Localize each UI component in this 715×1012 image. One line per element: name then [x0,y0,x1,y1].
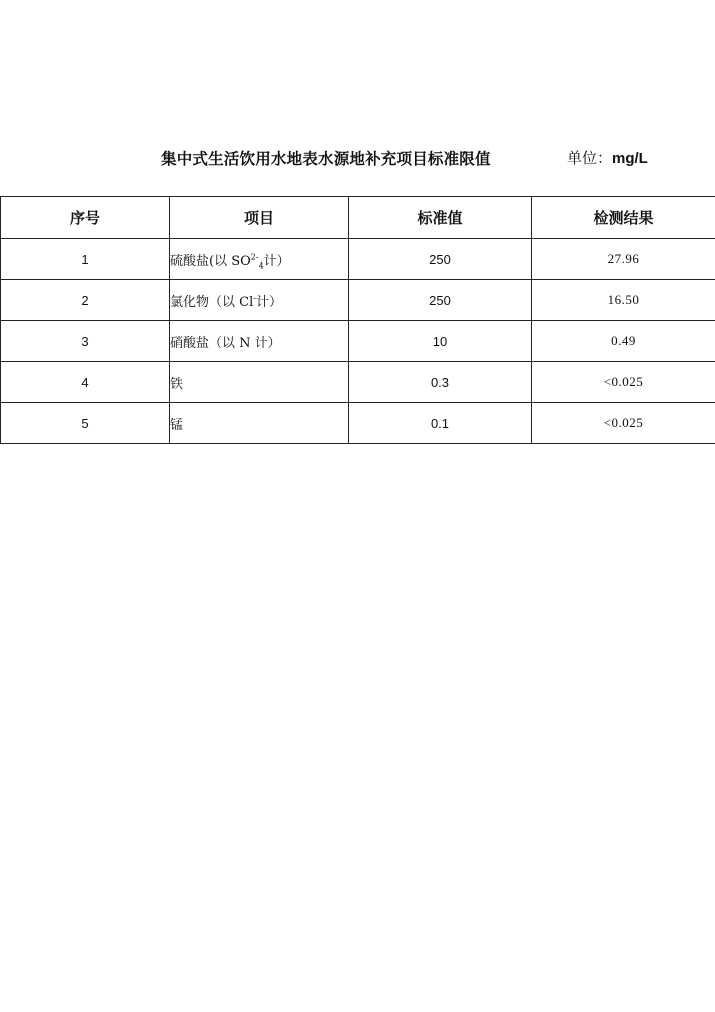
row-item [170,239,349,280]
item-text: 氯化物（以 Cl [170,294,254,310]
row-standard: 250 [349,280,532,321]
row-standard: 250 [349,239,532,280]
item-subscript: 4 [258,261,264,271]
standard-limits-table [0,196,715,444]
row-item [170,280,349,321]
row-item [170,403,349,444]
header-result: 检测结果 [532,197,715,239]
item-superscript: - [253,293,256,303]
title-row [0,147,715,171]
row-result: 16.50 [532,280,715,321]
row-index: 3 [1,321,170,362]
header-index: 序号 [1,197,170,239]
item-suffix: 计） [255,294,282,310]
row-result: <0.025 [532,362,715,403]
row-result: 0.49 [532,321,715,362]
unit-prefix: 单位： [567,149,613,167]
item-superscript: 2- [250,252,259,262]
table-row [1,280,715,321]
item-suffix: 计） [263,253,290,269]
table-row [1,403,715,444]
row-index: 2 [1,280,170,321]
row-standard: 10 [349,321,532,362]
table-row [1,239,715,280]
unit-label [567,147,648,168]
item-text: 锰 [170,417,184,433]
row-index: 4 [1,362,170,403]
row-result: <0.025 [532,403,715,444]
document-title: 集中式生活饮用水地表水源地补充项目标准限值 [161,151,491,168]
table-row [1,321,715,362]
row-standard: 0.1 [349,403,532,444]
item-text: 硫酸盐(以 SO [170,253,251,269]
header-item: 项目 [170,197,349,239]
item-text: 铁 [170,376,184,392]
row-item [170,321,349,362]
unit-value: mg/L [612,150,648,167]
row-item [170,362,349,403]
table-row [1,362,715,403]
row-result: 27.96 [532,239,715,280]
row-standard: 0.3 [349,362,532,403]
row-index: 1 [1,239,170,280]
table-header-row [1,197,715,239]
row-index: 5 [1,403,170,444]
header-standard: 标准值 [349,197,532,239]
item-text: 硝酸盐（以 N 计） [170,335,281,351]
